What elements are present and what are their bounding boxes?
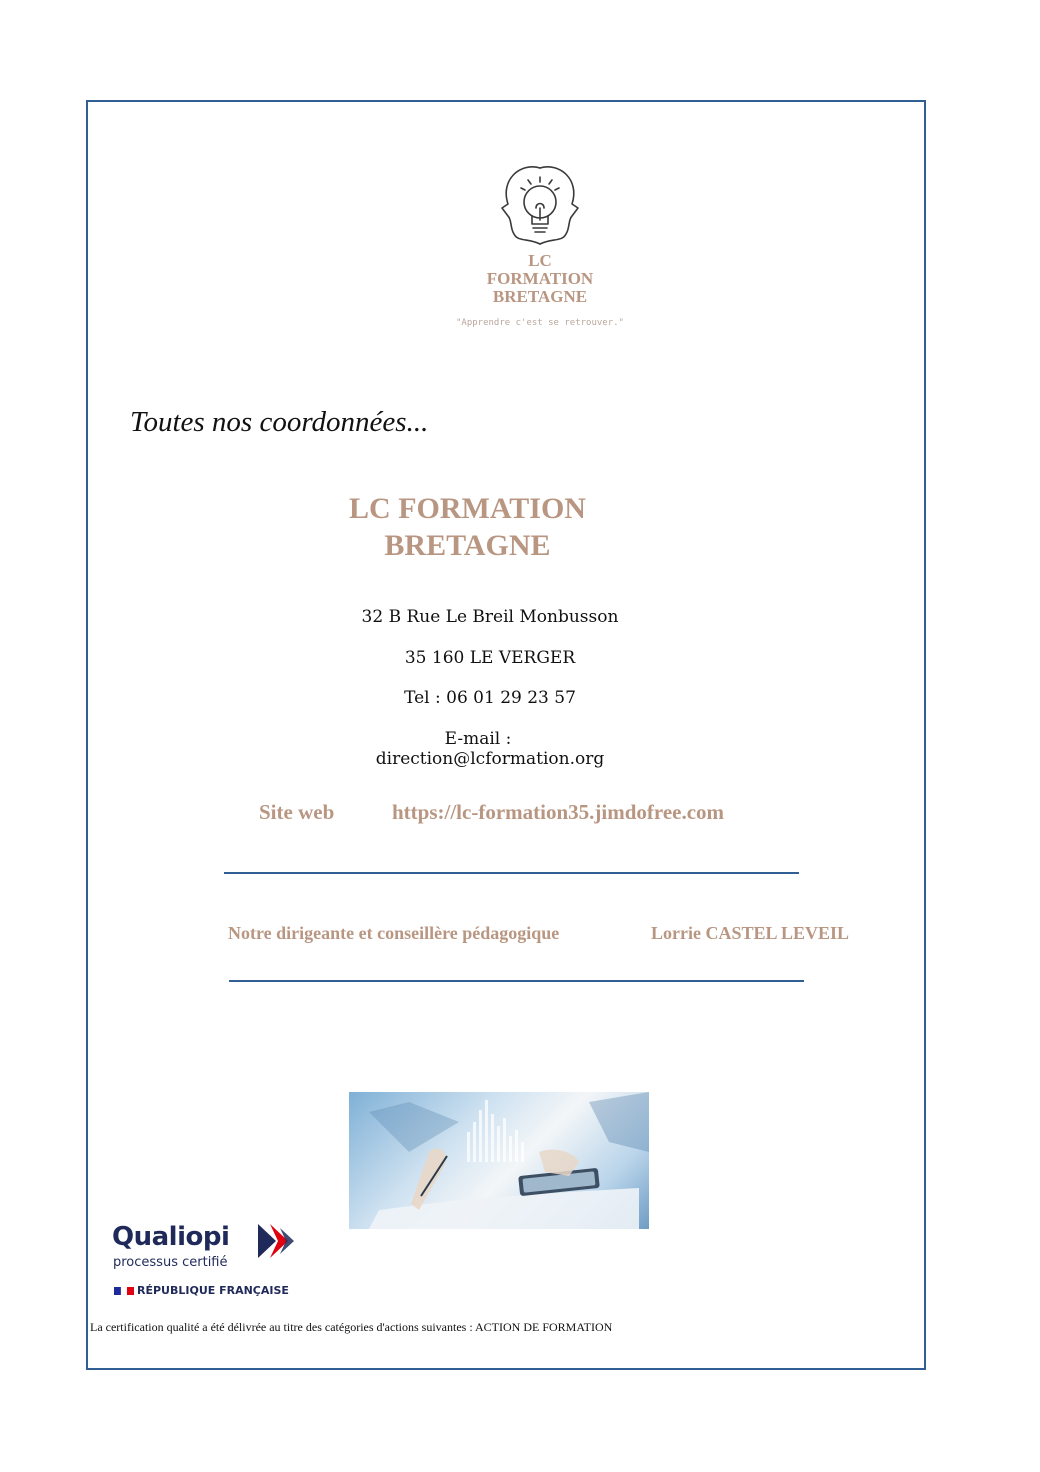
director-role: Notre dirigeante et conseillère pédagogique (228, 923, 560, 943)
address-line: 32 B Rue Le Breil Monbusson (361, 607, 619, 627)
email-label: E-mail : (444, 729, 512, 749)
lightbulb-heads-icon (490, 158, 590, 250)
logo-line-3: BRETAGNE (492, 287, 588, 306)
website-label: Site web (259, 800, 335, 824)
company-name-line-1: LC FORMATION (349, 492, 586, 525)
qualiopi-logo (112, 1220, 297, 1300)
qualiopi-brand: Qualiopi (112, 1222, 230, 1252)
phone-line: Tel : 06 01 29 23 57 (404, 688, 576, 708)
company-name (270, 490, 665, 564)
divider-bottom (229, 980, 804, 982)
logo-line-1: LC (528, 251, 552, 270)
qualiopi-arrows-icon (258, 1224, 298, 1258)
logo-line-2: FORMATION (486, 269, 594, 288)
french-flag-icon (114, 1287, 134, 1295)
city-line: 35 160 LE VERGER (404, 648, 576, 668)
divider-top (224, 872, 799, 874)
certification-note: La certification qualité a été délivrée au titre des catégories d'actions suivantes : ACTION DE FORMATION (90, 1320, 613, 1334)
business-analytics-photo (349, 1092, 649, 1229)
email-link[interactable]: direction@lcformation.org (375, 749, 605, 769)
website-link[interactable]: https://lc-formation35.jimdofree.com (392, 800, 725, 824)
logo-wordmark (440, 252, 640, 306)
republique-francaise-label: RÉPUBLIQUE FRANÇAISE (137, 1284, 289, 1297)
company-name-line-2: BRETAGNE (384, 529, 551, 562)
logo-slogan: "Apprendre c'est se retrouver." (456, 318, 624, 328)
qualiopi-subtitle: processus certifié (113, 1255, 228, 1270)
director-name: Lorrie CASTEL LEVEIL (651, 923, 850, 943)
page-heading: Toutes nos coordonnées... (130, 406, 429, 438)
photo-illustration (349, 1092, 649, 1229)
